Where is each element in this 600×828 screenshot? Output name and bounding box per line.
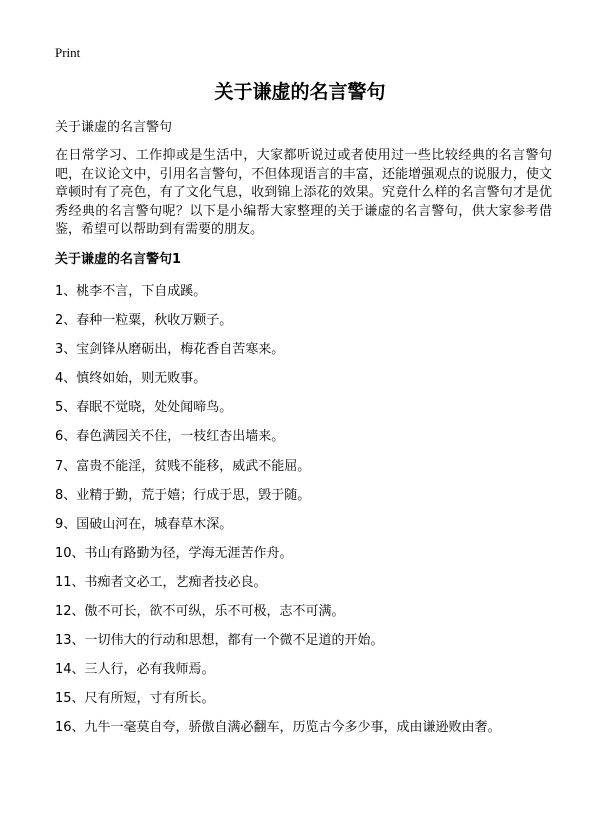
print-link[interactable]: Print <box>55 45 81 60</box>
list-item: 8、业精于勤，荒于嬉；行成于思，毁于随。 <box>55 487 311 503</box>
list-item: 5、春眠不觉晓，处处闻啼鸟。 <box>55 400 233 416</box>
list-item: 15、尺有所短，寸有所长。 <box>55 691 215 707</box>
list-item: 14、三人行，必有我师焉。 <box>55 662 215 678</box>
list-item: 10、书山有路勤为径，学海无涯苦作舟。 <box>55 545 293 561</box>
section-heading: 关于谦虚的名言警句1 <box>55 252 182 267</box>
list-item: 4、慎终如始，则无败事。 <box>55 371 207 387</box>
list-item: 9、国破山河在，城春草木深。 <box>55 516 233 532</box>
list-item: 7、富贵不能淫，贫贱不能移，威武不能屈。 <box>55 458 311 474</box>
list-item: 12、傲不可长，欲不可纵，乐不可极，志不可满。 <box>55 604 345 620</box>
quote-list <box>55 283 565 749</box>
page-title: 关于谦虚的名言警句 <box>214 81 386 103</box>
list-item: 13、一切伟大的行动和思想，都有一个微不足道的开始。 <box>55 633 384 649</box>
document-subtitle: 关于谦虚的名言警句 <box>55 120 173 135</box>
list-item: 3、宝剑锋从磨砺出，梅花香自苦寒来。 <box>55 342 285 358</box>
list-item: 6、春色满园关不住，一枝红杏出墙来。 <box>55 429 285 445</box>
list-item: 2、春种一粒粟，秋收万颗子。 <box>55 313 233 329</box>
list-item: 16、九牛一毫莫自夸，骄傲自满必翻车，历览古今多少事，成由谦逊败由奢。 <box>55 720 501 736</box>
intro-paragraph: 在日常学习、工作抑或是生活中，大家都听说过或者使用过一些比较经典的名言警句吧，在议论文中，引用名言警句，不但体现语言的丰富，还能增强观点的说服力，使文章顿时有了亮色，有了文化气息，收到锦上添花的效果。究竟什么样的名言警句才是优秀经典的名言警句呢？以下是小编帮大家整理的关于谦虚的名言警句，供大家参考借鉴，希望可以帮助到有需要的朋友。 <box>55 148 552 237</box>
list-item: 11、书痴者文必工，艺痴者技必良。 <box>55 574 267 590</box>
list-item: 1、桃李不言，下自成蹊。 <box>55 284 207 299</box>
